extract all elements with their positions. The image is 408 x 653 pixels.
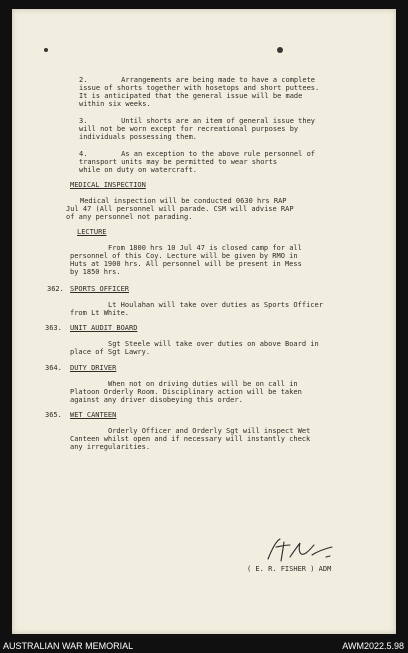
para-4-line-2: transport units may be permitted to wear shorts	[79, 158, 278, 166]
duty-line-2: Platoon Orderly Room. Disciplinary action will be taken	[70, 388, 302, 396]
signature-block: ( E. R. FISHER ) ADM	[247, 565, 332, 573]
para-2-line-2: issue of shorts together with hosetops and short puttees.	[79, 84, 320, 92]
audit-line-1: Sgt Steele will take over duties on above Board in	[108, 340, 319, 348]
para-4-line-1: 4. As an exception to the above rule personnel of	[79, 150, 316, 158]
canteen-line-2: Canteen whilst open and if necessary will instantly check	[70, 435, 311, 443]
para-3-line-1: 3. Until shorts are an item of general issue they	[79, 117, 316, 125]
sports-line-1: Lt Houlahan will take over duties as Sports Officer	[108, 301, 323, 309]
duty-number: 364.	[45, 364, 62, 372]
para-2-line-1: 2. Arrangements are being made to have a complete	[79, 76, 316, 84]
footer-accession-number: AWM2022.5.98	[342, 641, 404, 651]
canteen-heading: WET CANTEEN	[70, 411, 117, 419]
audit-line-2: place of Sgt Lawry.	[70, 348, 151, 356]
duty-line-3: against any driver disobeying this order.	[70, 396, 243, 404]
para-3-line-2: will not be worn except for recreational purposes by	[79, 125, 299, 133]
para-2-line-4: within six weeks.	[79, 100, 151, 108]
lecture-line-4: by 1850 hrs.	[70, 268, 121, 276]
duty-line-1: When not on driving duties will be on call in	[108, 380, 298, 388]
footer-credit: AUSTRALIAN WAR MEMORIAL	[3, 641, 134, 651]
sports-line-2: from Lt White.	[70, 309, 130, 317]
lecture-heading: LECTURE	[77, 228, 107, 236]
duty-heading: DUTY DRIVER	[70, 364, 117, 372]
lecture-line-3: Huts at 1900 hrs. All personnel will be present in Mess	[70, 260, 302, 268]
lecture-line-2: personnel of this Coy. Lecture will be given by RMO in	[70, 252, 298, 260]
canteen-line-3: any irregularities.	[70, 443, 151, 451]
canteen-line-1: Orderly Officer and Orderly Sgt will inspect Wet	[108, 427, 311, 435]
audit-heading: UNIT AUDIT BOARD	[70, 324, 138, 332]
audit-number: 363.	[45, 324, 62, 332]
medical-line-1: Medical inspection will be conducted 0630 hrs RAP	[80, 197, 287, 205]
medical-line-2: Jul 47 (All personnel will parade. CSM will advise RAP	[66, 205, 294, 213]
para-3-line-3: individuals possessing them.	[79, 133, 198, 141]
binder-hole	[277, 47, 283, 53]
para-4-line-3: while on duty on watercraft.	[79, 166, 198, 174]
sports-heading: SPORTS OFFICER	[70, 285, 130, 293]
lecture-line-1: From 1800 hrs 10 Jul 47 is closed camp for all	[108, 244, 302, 252]
sports-number: 362.	[47, 285, 64, 293]
medical-heading: MEDICAL INSPECTION	[70, 181, 146, 189]
canteen-number: 365.	[45, 411, 62, 419]
binder-hole	[44, 48, 48, 52]
medical-line-3: of any personnel not parading.	[66, 213, 193, 221]
para-2-line-3: It is anticipated that the general issue will be made	[79, 92, 303, 100]
handwritten-signature	[262, 533, 340, 565]
